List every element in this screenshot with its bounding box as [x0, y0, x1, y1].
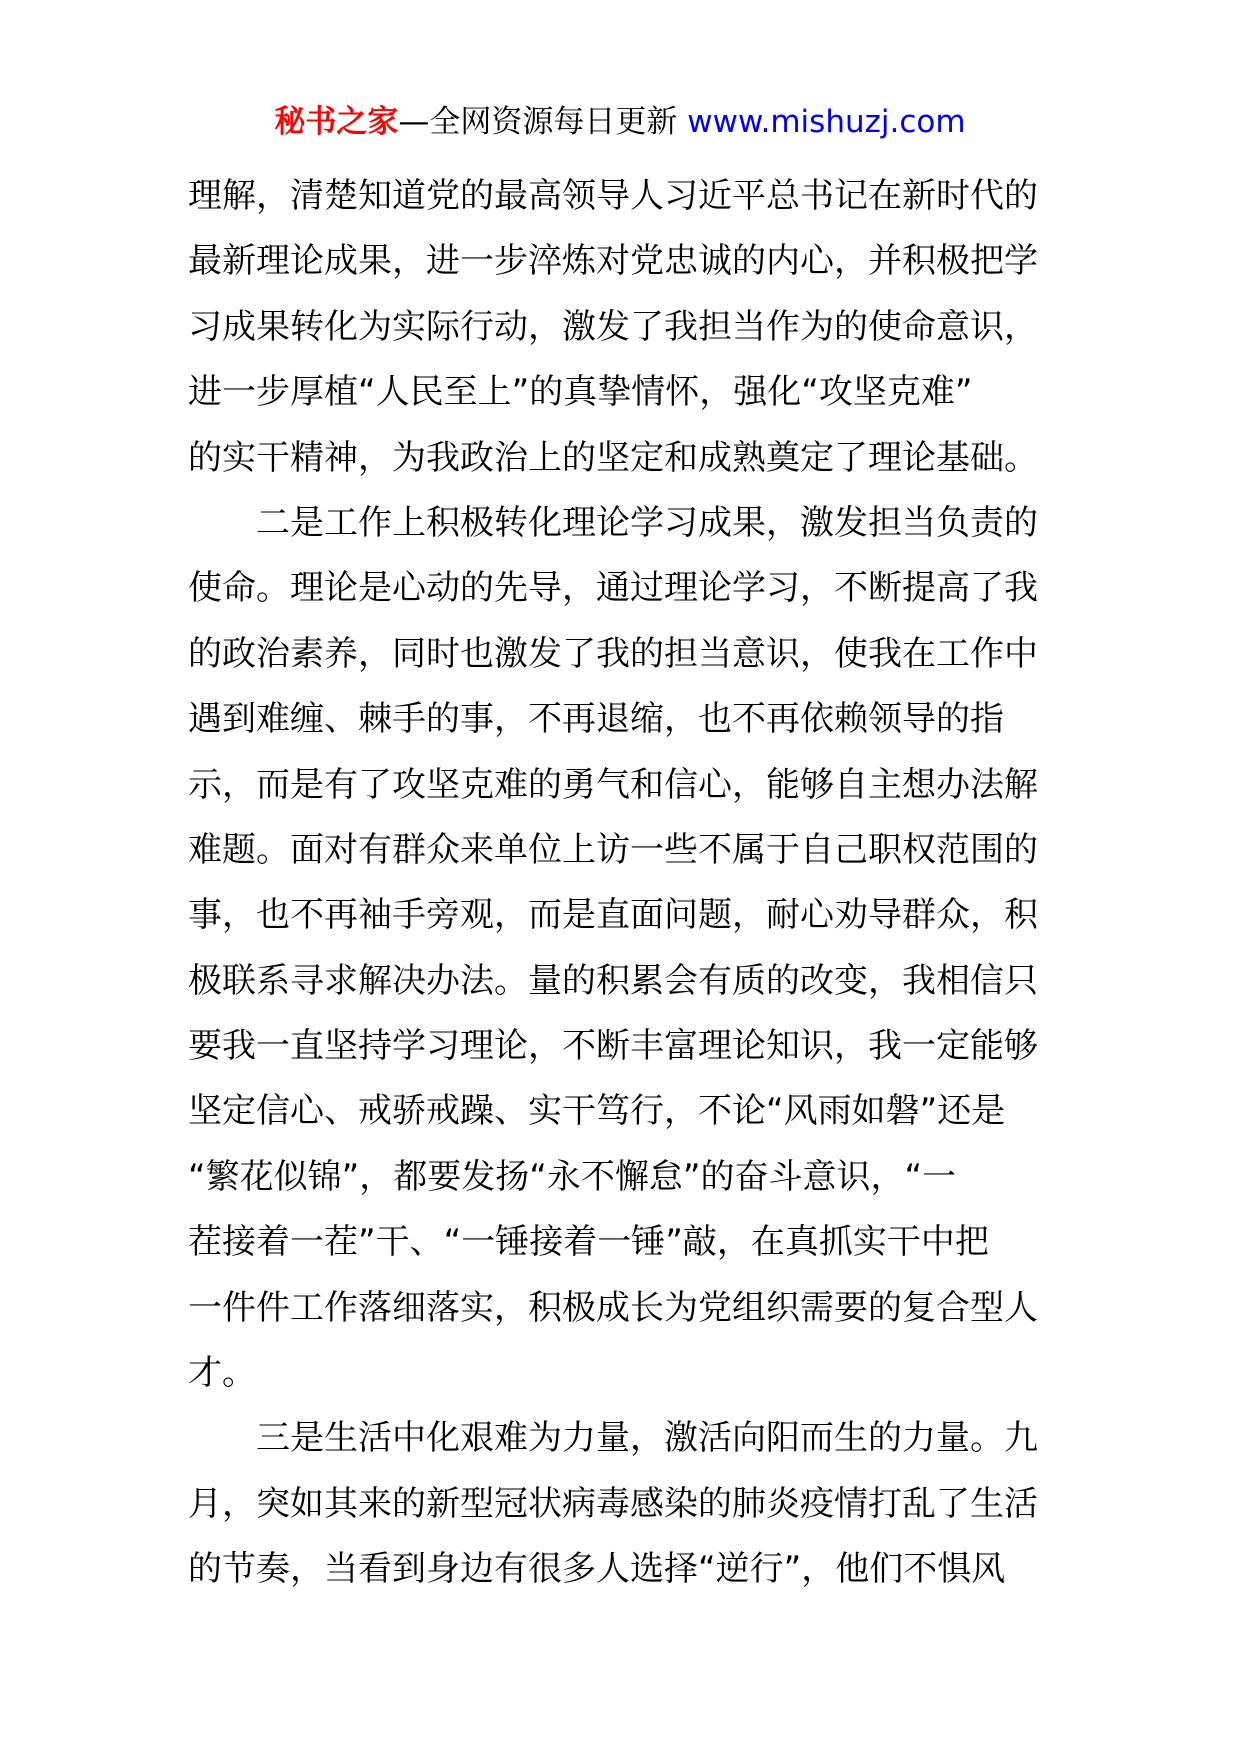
text-line: 遇到难缠、棘手的事，不再退缩，也不再依赖领导的指 — [188, 699, 1004, 740]
site-url-link[interactable]: www.mishuzj.com — [687, 104, 966, 140]
text-line: “繁花似锦”，都要发扬“永不懈怠”的奋斗意识，“一 — [188, 1156, 957, 1197]
text-line: 难题。面对有群众来单位上访一些不属于自己职权范围的 — [188, 829, 1038, 870]
text-line: 习成果转化为实际行动，激发了我担当作为的使命意识， — [188, 306, 1038, 347]
text-line: 最新理论成果，进一步淬炼对党忠诚的内心，并积极把学 — [188, 241, 1038, 282]
text-line: 一件件工作落细落实，积极成长为党组织需要的复合型人 — [188, 1287, 1038, 1328]
text-line: 月，突如其来的新型冠状病毒感染的肺炎疫情打乱了生活 — [188, 1483, 1038, 1524]
text-line: 的政治素养，同时也激发了我的担当意识，使我在工作中 — [188, 633, 1038, 674]
text-line: 坚定信心、戒骄戒躁、实干笃行，不论“风雨如磐”还是 — [188, 1091, 1006, 1132]
text-line: 使命。理论是心动的先导，通过理论学习，不断提高了我 — [188, 568, 1038, 609]
text-line: 的节奏，当看到身边有很多人选择“逆行”，他们不惧风 — [188, 1549, 1006, 1590]
text-line: 要我一直坚持学习理论，不断丰富理论知识，我一定能够 — [188, 1026, 1038, 1067]
text-line: 进一步厚植“人民至上”的真挚情怀，强化“攻坚克难” — [188, 372, 973, 413]
paragraph-start-line: 三是生活中化艰难为力量，激活向阳而生的力量。九 — [256, 1418, 1038, 1459]
site-tagline: —全网资源每日更新 — [398, 104, 678, 140]
text-line: 示，而是有了攻坚克难的勇气和信心，能够自主想办法解 — [188, 764, 1038, 805]
text-line: 茬接着一茬”干、“一锤接着一锤”敲，在真抓实干中把 — [188, 1222, 989, 1263]
site-header — [0, 100, 1240, 144]
text-line: 理解，清楚知道党的最高领导人习近平总书记在新时代的 — [188, 176, 1038, 216]
text-line: 事，也不再袖手旁观，而是直面问题，耐心劝导群众，积 — [188, 895, 1038, 936]
site-brand: 秘书之家 — [274, 104, 399, 140]
text-line: 的实干精神，为我政治上的坚定和成熟奠定了理论基础。 — [188, 437, 1038, 478]
text-line: 才。 — [188, 1353, 256, 1394]
text-line: 极联系寻求解决办法。量的积累会有质的改变，我相信只 — [188, 960, 1038, 1001]
paragraph-start-line: 二是工作上积极转化理论学习成果，激发担当负责的 — [256, 502, 1038, 543]
document-body — [188, 164, 1068, 1603]
